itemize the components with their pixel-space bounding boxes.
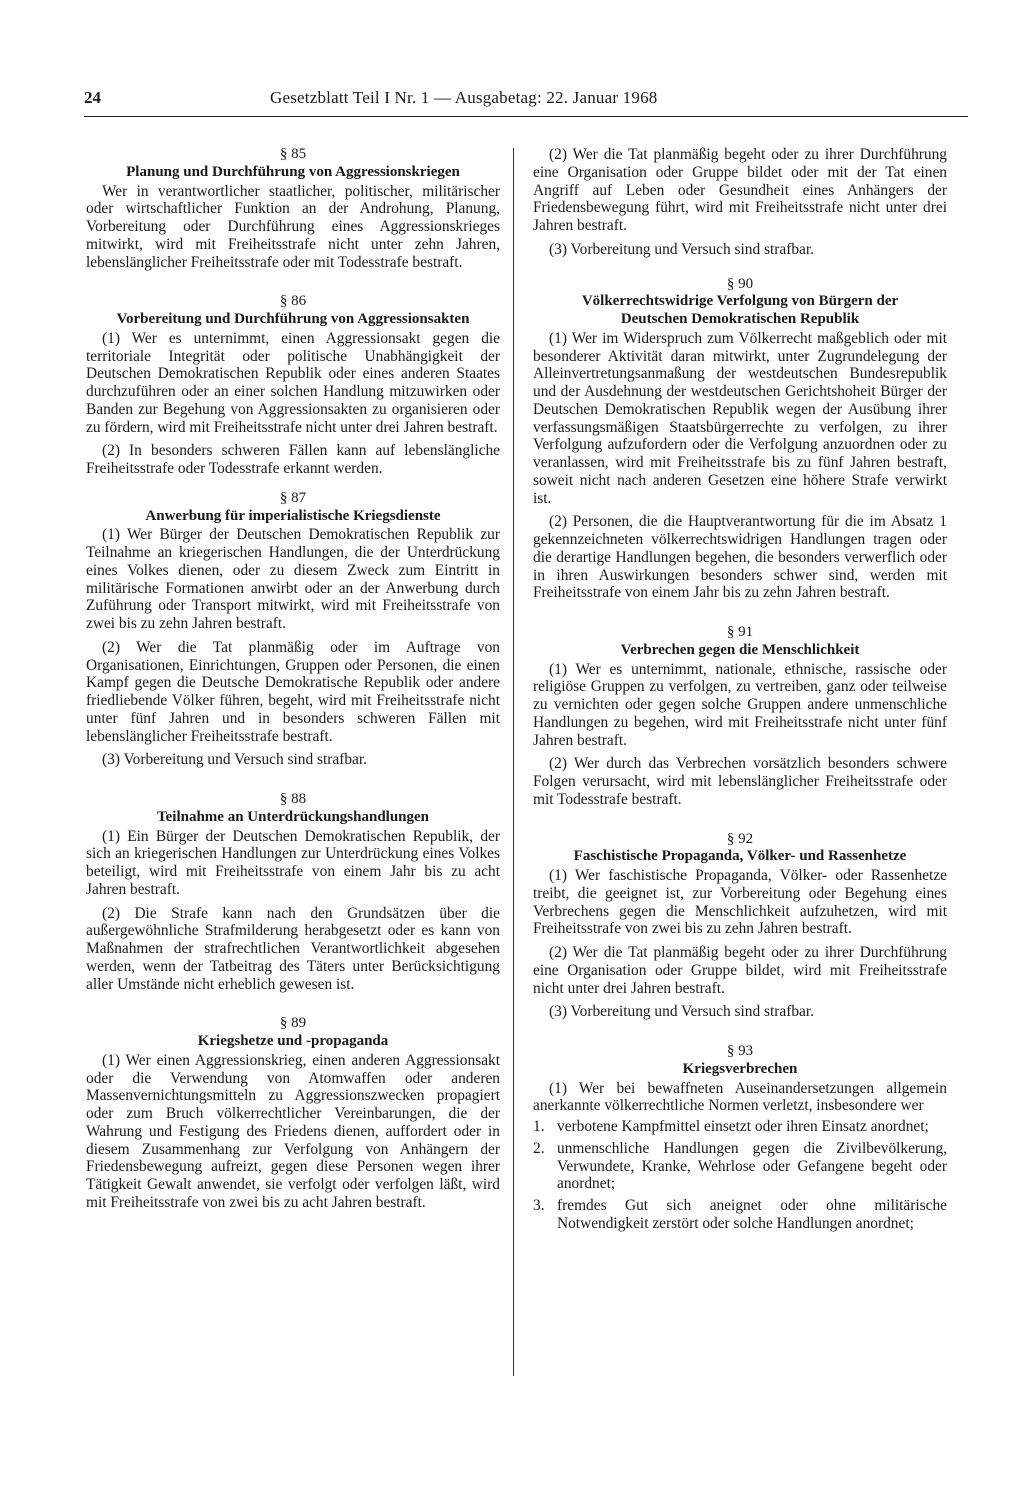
enumerated-list [533, 1118, 947, 1233]
section-number: § 91 [726, 624, 754, 640]
spacer [533, 809, 947, 831]
spacer [533, 1021, 947, 1043]
spacer [86, 478, 500, 490]
section-number: § 86 [279, 293, 307, 310]
list-item [533, 1118, 947, 1136]
paragraph: (2) Wer durch das Verbrechen vorsätzlich besonders schwere Folgen verursacht, wird mit lebenslänglicher Freiheitsstrafe oder mit Todesstrafe bestraft. [533, 755, 947, 808]
column-divider [513, 148, 514, 1376]
paragraph: (1) Wer es unternimmt, nationale, ethnische, rassische oder religiöse Gruppen zu verfolgen, zu vertreiben, ganz oder teilweise zu vernichten oder gegen solche Gruppen andere unmenschliche Handlungen zu begehen, wird mit Freiheitsstrafe nicht unter fünf Jahren bestraft. [533, 660, 947, 749]
section-90 [533, 276, 947, 603]
paragraph: (1) Wer bei bewaffneten Auseinandersetzungen allgemein anerkannte völkerrechtliche Normen verletzt, insbesondere wer [533, 1079, 947, 1115]
list-item-number: 2. [533, 1139, 545, 1157]
paragraph: (3) Vorbereitung und Versuch sind strafbar. [102, 751, 368, 769]
section-title: Vorbereitung und Durchführung von Aggressionsakten [116, 311, 470, 327]
list-item-text: verbotene Kampfmittel einsetzt oder ihren Einsatz anordnet; [557, 1118, 929, 1135]
list-item-text: unmenschliche Handlungen gegen die Zivilbevölkerung, Verwundete, Kranke, Wehrlose oder Gefangene begeht oder anordnet; [557, 1139, 947, 1193]
paragraph: (1) Wer es unternimmt, einen Aggressionsakt gegen die territoriale Integrität oder politische Unabhängigkeit der Deutschen Demokratischen Republik oder eines anderen Staates durchzuführen oder an einer solchen Handlung mitzuwirken oder Banden zur Begehung von Aggressionsakten zu organisieren oder zu fördern, wird mit Freiheitsstrafe nicht unter drei Jahren bestraft. [86, 329, 500, 436]
section-85 [86, 146, 500, 271]
section-86 [86, 293, 500, 478]
left-column [86, 146, 500, 1212]
list-item-text: fremdes Gut sich aneignet oder ohne militärische Notwendigkeit zerstört oder solche Handlungen anordnet; [557, 1197, 947, 1232]
section-91 [533, 624, 947, 809]
section-number: § 93 [726, 1043, 754, 1059]
section-87 [86, 490, 500, 769]
section-title: Anwerbung für imperialistische Kriegsdienste [145, 507, 441, 524]
paragraph: (1) Ein Bürger der Deutschen Demokratischen Republik, der sich an kriegerischen Handlungen zur Unterdrückung eines Volkes beteiligt, wird mit Freiheitsstrafe von einem Jahr bis zu acht Jahren bestraft. [86, 827, 500, 898]
section-89 [86, 1015, 500, 1211]
section-number: § 87 [279, 489, 307, 506]
section-title: Teilnahme an Unterdrückungshandlungen [156, 808, 430, 825]
paragraph: (2) Wer die Tat planmäßig begeht oder zu ihrer Durchführung eine Organisation oder Gruppe bildet, wird mit Freiheitsstrafe nicht unter drei Jahren bestraft. [533, 944, 947, 997]
section-89-continued [533, 146, 947, 259]
section-title: Faschistische Propaganda, Völker- und Rassenhetze [573, 848, 907, 865]
paragraph: (1) Wer Bürger der Deutschen Demokratischen Republik zur Teilnahme an kriegerischen Handlungen, die der Unterdrückung eines Volkes dienen, oder zu diesem Zweck zum Eintritt in militärische Formationen anwirbt oder an der Anwerbung durch Zuführung oder Transport mitwirkt, wird mit Freiheitsstrafe von zwei bis zu zehn Jahren bestraft. [86, 526, 500, 632]
paragraph: (3) Vorbereitung und Versuch sind strafbar. [549, 240, 815, 258]
page-number: 24 [84, 88, 101, 107]
spacer [533, 602, 947, 624]
page-header [84, 88, 968, 116]
spacer [86, 271, 500, 293]
spacer [86, 993, 500, 1015]
section-title: Kriegsverbrechen [682, 1060, 798, 1077]
paragraph: (3) Vorbereitung und Versuch sind strafbar. [549, 1003, 815, 1021]
section-title: Kriegshetze und -propaganda [197, 1033, 389, 1049]
section-title: Verbrechen gegen die Menschlichkeit [620, 641, 860, 658]
paragraph: (2) Personen, die die Hauptverantwortung für die im Absatz 1 gekennzeichneten völkerrechtswidrigen Handlungen tragen oder die derartige Handlungen begehen, die besonders verwerflich oder in ihren Auswirkungen besonders schwer sind, werden mit Freiheitsstrafe von einem Jahr bis zu zehn Jahren bestraft. [533, 513, 947, 602]
section-title-line-1: Völkerrechtswidrige Verfolgung von Bürgern der [581, 293, 899, 310]
paragraph: (1) Wer faschistische Propaganda, Völker- oder Rassenhetze treibt, die geeignet ist, zur Vorbereitung oder Begehung eines Verbrechens gegen die Menschlichkeit aufzuhetzen, wird mit Freiheitsstrafe von zwei bis zu zehn Jahren bestraft. [533, 867, 947, 938]
paragraph: (2) In besonders schweren Fällen kann auf lebenslängliche Freiheitsstrafe oder Todesstrafe erkannt werden. [86, 442, 500, 477]
spacer [533, 259, 947, 276]
list-item-number: 3. [533, 1197, 545, 1214]
section-88 [86, 791, 500, 993]
header-rule [84, 116, 968, 117]
paragraph: (2) Wer die Tat planmäßig oder im Auftrage von Organisationen, Einrichtungen, Gruppen oder Personen, die einen Kampf gegen die Deutsche Demokratische Republik oder andere friedliebende Völker führen, begeht, wird mit Freiheitsstrafe nicht unter fünf Jahren und in besonders schweren Fällen mit lebenslänglicher Freiheitsstrafe bestraft. [86, 638, 500, 745]
paragraph: (1) Wer einen Aggressionskrieg, einen anderen Aggressionsakt oder die Verwendung von Atomwaffen oder anderen Massenvernichtungsmitteln zu Aggressionszwecken propagiert oder zum Bruch völkerrechtlicher Vereinbarungen, die der Wahrung und Festigung des Friedens dienen, auffordert oder in diesem Zusammenhang zur Verfolgung von Anhängern der Friedensbewegung aufreizt, gegen diese Personen wegen ihrer Tätigkeit Gewalt anwendet, sie verfolgt oder verfolgen läßt, wird mit Freiheitsstrafe von zwei bis zu acht Jahren bestraft. [86, 1051, 500, 1211]
section-title: Planung und Durchführung von Aggressionskriegen [126, 163, 460, 180]
paragraph: (1) Wer im Widerspruch zum Völkerrecht maßgeblich oder mit besonderer Aktivität daran mitwirkt, unter Zugrundelegung der Alleinvertretungsanmaßung der westdeutschen Bundesrepublik und der Ausdehnung der westdeutschen Gerichtshoheit Bürger der Deutschen Demokratischen Republik wegen der Ausübung ihrer verfassungsmäßigen Staatsbürgerrechte zu verfolgen, zu ihrer Verfolgung aufzufordern oder die Verfolgung anzuordnen oder zu veranlassen, wird mit Freiheitsstrafe bis zu fünf Jahren bestraft, soweit nicht nach anderen Gesetzen eine höhere Strafe verwirkt ist. [533, 329, 947, 507]
section-number: § 90 [726, 275, 754, 292]
section-number: § 85 [279, 146, 307, 162]
section-title-line-2: Deutschen Demokratischen Republik [620, 311, 860, 327]
paragraph: (2) Wer die Tat planmäßig begeht oder zu ihrer Durchführung eine Organisation oder Gruppe bildet oder mit der Tat einen Angriff auf Leben oder Gesundheit eines Anhängers der Friedensbewegung führt, wird mit Freiheitsstrafe nicht unter drei Jahren bestraft. [533, 146, 947, 234]
list-item [533, 1140, 947, 1193]
section-92 [533, 831, 947, 1022]
list-item-number: 1. [533, 1118, 545, 1135]
paragraph: Wer in verantwortlicher staatlicher, politischer, militärischer oder wirtschaftlicher Funktion an der Androhung, Planung, Vorbereitung oder Durchführung eines Aggressionskrieges mitwirkt, wird mit Freiheitsstrafe nicht unter zehn Jahren, lebenslänglicher Freiheitsstrafe oder mit Todesstrafe bestraft. [86, 182, 500, 271]
section-number: § 89 [279, 1015, 307, 1032]
section-number: § 88 [279, 791, 307, 807]
section-number: § 92 [726, 830, 754, 847]
spacer [86, 769, 500, 791]
paragraph: (2) Die Strafe kann nach den Grundsätzen über die außergewöhnliche Strafmilderung herabgesetzt oder es kann von Maßnahmen der strafrechtlichen Verantwortlichkeit abgesehen werden, wenn der Tatbeitrag des Täters unter Berücksichtigung aller Umstände nicht erheblich gewesen ist. [86, 904, 500, 993]
list-item [533, 1197, 947, 1233]
right-column [533, 146, 947, 1237]
gazette-title: Gesetzblatt Teil I Nr. 1 — Ausgabetag: 22. Januar 1968 [270, 88, 658, 107]
section-93 [533, 1043, 947, 1233]
